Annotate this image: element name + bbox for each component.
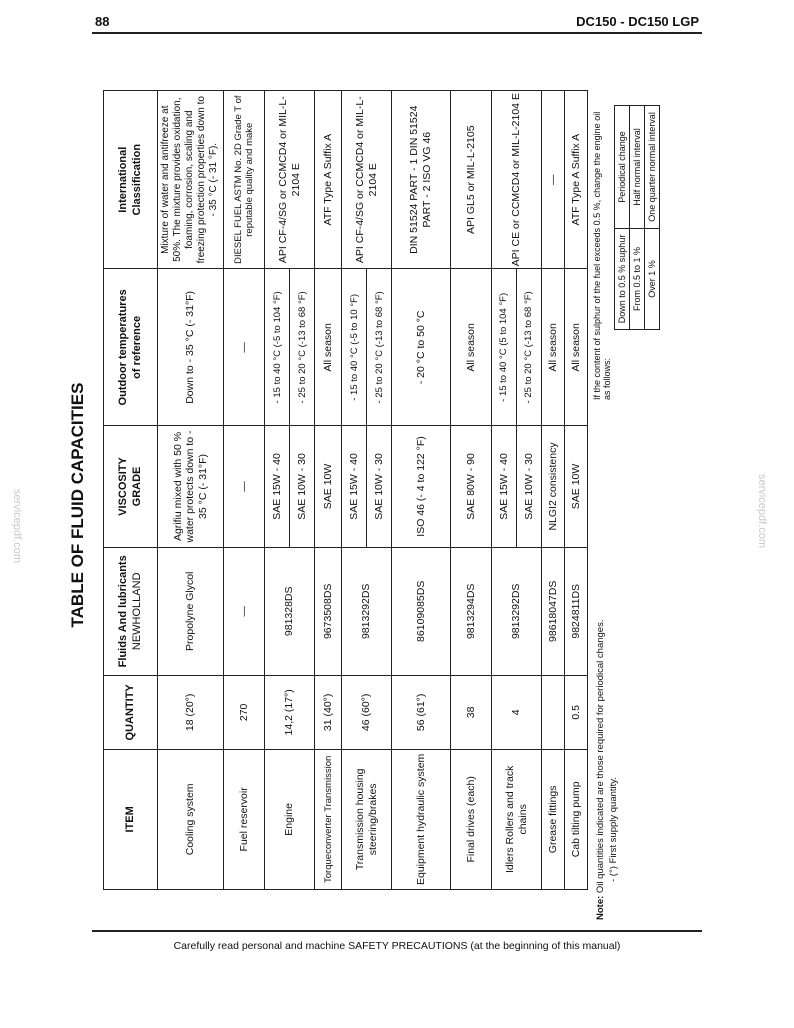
cell-item: Cooling system	[158, 749, 224, 889]
sulphur-interval: Periodical change	[615, 106, 630, 229]
cell-temp: - 25 to 20 °C (-13 to 68 °F)	[290, 269, 315, 426]
cell-item: Torqueconverter Transmission	[315, 749, 342, 889]
cell-viscosity: NLGI2 consistency	[542, 426, 565, 547]
cell-intl: Mixture of water and antifreeze at 50%. The mixture provides oxidation, foaming, corrosion, scaling and freezing protection properties down to - 35 °C (- 31 °F).	[158, 91, 224, 269]
cell-qty: 0.5	[564, 676, 587, 750]
table-row	[542, 91, 565, 890]
cell-fluid: 9813292DS	[492, 547, 542, 675]
cell-fluid: 9813294DS	[450, 547, 492, 675]
cell-qty: 18 (20°)	[158, 676, 224, 750]
sulphur-row	[630, 106, 645, 330]
cell-fluid: 9824811DS	[564, 547, 587, 675]
cell-fluid: 98618047DS	[542, 547, 565, 675]
sulphur-row	[645, 106, 660, 330]
cell-temp: All season	[450, 269, 492, 426]
cell-fluid: 981328DS	[265, 547, 315, 675]
cell-temp: All season	[542, 269, 565, 426]
sulphur-row	[615, 106, 630, 330]
cell-fluid: 9673508DS	[315, 547, 342, 675]
page-number: 88	[95, 14, 110, 29]
cell-viscosity: Agrifiu mixed with 50 % water protects down to - 35 °C (- 31°F)	[158, 426, 224, 547]
sulphur-interval: Half normal interval	[630, 106, 645, 229]
cell-qty: 14,2 (17°)	[265, 676, 315, 750]
cell-temp: —	[223, 269, 265, 426]
sulphur-condition: From 0.5 to 1 %	[630, 228, 645, 329]
cell-viscosity: SAE 15W - 40	[492, 426, 517, 547]
note-line1: Oil quantities indicated are those required for periodical changes.	[595, 619, 606, 894]
cell-intl: —	[542, 91, 565, 269]
fluid-capacities-table	[103, 90, 588, 890]
cell-viscosity: SAE 10W - 30	[367, 426, 392, 547]
cell-qty: 270	[223, 676, 265, 750]
cell-viscosity: ISO 46 (- 4 to 122 °F)	[392, 426, 450, 547]
table-row	[265, 91, 290, 890]
cell-intl: ATF Type A Suffix A	[564, 91, 587, 269]
sulphur-table	[614, 105, 660, 330]
watermark-left: servicepdf.com	[10, 489, 23, 563]
cell-viscosity: SAE 15W - 40	[342, 426, 367, 547]
cell-viscosity: SAE 15W - 40	[265, 426, 290, 547]
cell-fluid: 9813292DS	[342, 547, 392, 675]
header-outdoor: Outdoor temperatures of reference	[104, 269, 158, 426]
cell-intl: API CF-4/SG or CCMCD4 or MIL-L-2104 E	[342, 91, 392, 269]
cell-fluid: —	[223, 547, 265, 675]
sulphur-condition: Over 1 %	[645, 228, 660, 329]
cell-intl: ATF Type A Suffix A	[315, 91, 342, 269]
page-title: TABLE OF FLUID CAPACITIES	[68, 382, 87, 628]
table-row	[450, 91, 492, 890]
table-row	[492, 91, 517, 890]
cell-qty: 38	[450, 676, 492, 750]
cell-qty: 46 (60°)	[342, 676, 392, 750]
sulphur-text: If the content of sulphur of the fuel exceeds 0.5 %, change the engine oil as follows:	[592, 111, 612, 400]
footer-safety-note: Carefully read personal and machine SAFETY PRECAUTIONS (at the beginning of this manual)	[173, 940, 621, 952]
sulphur-condition: Down to 0.5 % suphur	[615, 228, 630, 329]
cell-temp: - 15 to 40 °C (-5 to 10 °F)	[342, 269, 367, 426]
cell-item: Grease fittings	[542, 749, 565, 889]
cell-qty: 56 (61°)	[392, 676, 450, 750]
cell-qty: 31 (40°)	[315, 676, 342, 750]
cell-intl: API GL5 or MIL-L-2105	[450, 91, 492, 269]
header-international: International Classification	[104, 91, 158, 269]
cell-temp: - 20 °C to 50 °C	[392, 269, 450, 426]
cell-temp: All season	[564, 269, 587, 426]
cell-item: Fuel reservoir	[223, 749, 265, 889]
cell-viscosity: SAE 10W	[315, 426, 342, 547]
model-header: DC150 - DC150 LGP	[576, 14, 699, 29]
cell-temp: - 15 to 40 °C (5 to 104 °F)	[492, 269, 517, 426]
cell-item: Engine	[265, 749, 315, 889]
cell-fluid: Propolyne Glycol	[158, 547, 224, 675]
table-row	[392, 91, 450, 890]
table-row	[564, 91, 587, 890]
cell-item: Equipment hydraulic system	[392, 749, 450, 889]
header-quantity: QUANTITY	[104, 676, 158, 750]
sulphur-block	[592, 100, 660, 400]
note-line2: - (°) First supply quantity.	[607, 777, 619, 882]
bottom-rule	[92, 930, 702, 932]
cell-viscosity: —	[223, 426, 265, 547]
header-fluids: Fluids And lubricants NEWHOLLAND	[104, 547, 158, 675]
cell-viscosity: SAE 10W - 30	[517, 426, 542, 547]
cell-item: Final drives (each)	[450, 749, 492, 889]
watermark-right: servicepdf.com	[755, 474, 768, 548]
note-block	[595, 520, 621, 920]
table-header-row	[104, 91, 158, 890]
note-label: Note:	[595, 895, 606, 920]
cell-temp: - 15 to 40 °C (-5 to 104 °F)	[265, 269, 290, 426]
cell-item: Idlers Rollers and track chains	[492, 749, 542, 889]
cell-qty	[542, 676, 565, 750]
table-row	[342, 91, 367, 890]
header-viscosity: VISCOSITY GRADE	[104, 426, 158, 547]
cell-temp: Down to - 35 °C (- 31°F)	[158, 269, 224, 426]
cell-intl: DIN 51524 PART - 1 DIN 51524 PART - 2 ISO VG 46	[392, 91, 450, 269]
cell-viscosity: SAE 10W	[564, 426, 587, 547]
cell-viscosity: SAE 10W - 30	[290, 426, 315, 547]
cell-fluid: 86109085DS	[392, 547, 450, 675]
top-rule	[92, 32, 702, 34]
table-row	[315, 91, 342, 890]
sulphur-interval: One quarter normal interval	[645, 106, 660, 229]
rotated-content	[60, 90, 710, 920]
cell-qty: 4	[492, 676, 542, 750]
cell-temp: - 25 to 20 °C (-13 to 68 °F)	[367, 269, 392, 426]
cell-intl: DIESEL FUEL ASTM No. 2D Grade T of reputable quality and make	[223, 91, 265, 269]
table-row	[158, 91, 224, 890]
header-item: ITEM	[104, 749, 158, 889]
cell-temp: All season	[315, 269, 342, 426]
cell-intl: API CF-4/SG or CCMCD4 or MIL-L-2104 E	[265, 91, 315, 269]
cell-item: Transmission housing steering/brakes	[342, 749, 392, 889]
cell-item: Cab tilting pump	[564, 749, 587, 889]
cell-temp: - 25 to 20 °C (-13 to 68 °F)	[517, 269, 542, 426]
table-row	[223, 91, 265, 890]
cell-viscosity: SAE 80W - 90	[450, 426, 492, 547]
cell-intl: API CE or CCMCD4 or MIL-L-2104 E	[492, 91, 542, 269]
